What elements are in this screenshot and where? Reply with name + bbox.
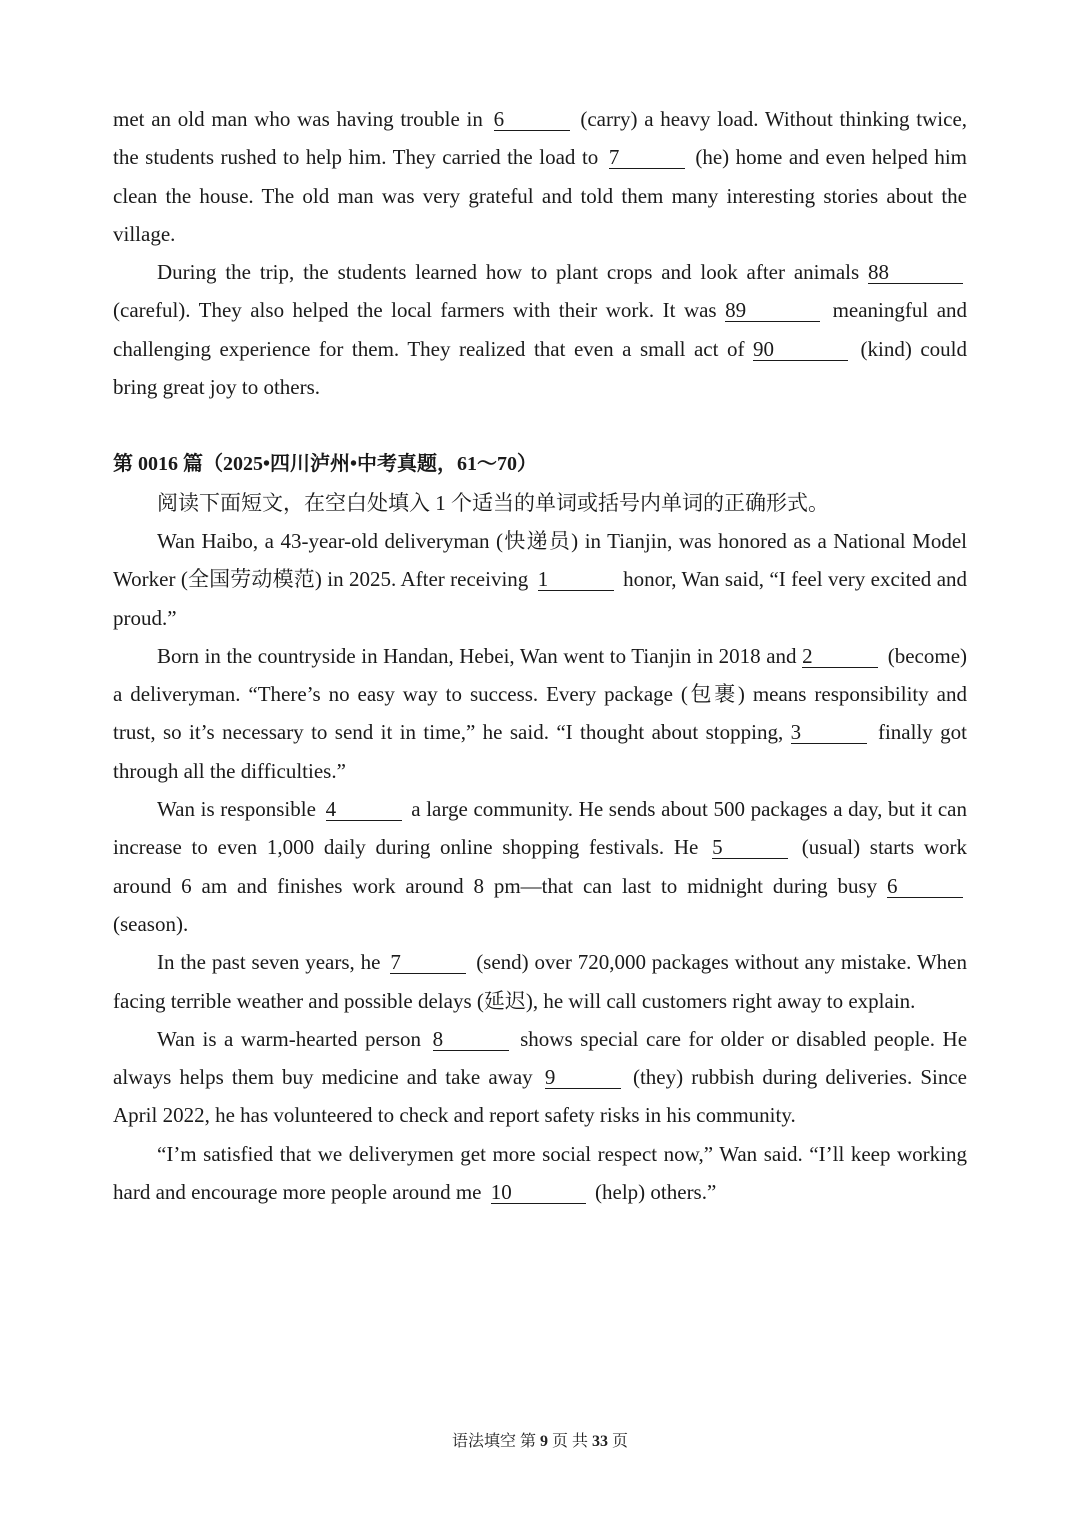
text: Wan is a warm-hearted person (157, 1026, 422, 1051)
text: Born in the countryside in Handan, Hebei, Wan went to Tianjin in 2018 and (157, 643, 797, 668)
footer-page-number: 9 (539, 1433, 548, 1450)
text: (they) rubbish during deliveries. Since April 2022, he has volunteered to check and report safety risks in his community. (113, 1065, 968, 1128)
blank-7: 7 (609, 146, 685, 169)
text: (send) over 720,000 packages without any mistake. When facing terrible weather and possible delays (延迟), he will call customers right away to explain. (113, 950, 968, 1013)
blank-1: 1 (538, 568, 614, 591)
blank-5: 5 (712, 836, 788, 859)
paragraph-2 (113, 637, 967, 790)
paragraph-3 (113, 790, 967, 943)
blank-2: 2 (802, 645, 878, 668)
footer-total-pages: 33 (592, 1433, 608, 1450)
blank-8: 8 (433, 1028, 509, 1051)
text: finally got through all the difficulties.” (113, 720, 968, 783)
instruction: 阅读下面短文，在空白处填入 1 个适当的单词或括号内单词的正确形式。 (157, 490, 829, 515)
paragraph-4 (113, 943, 967, 1020)
blank-7b: 7 (390, 951, 466, 974)
text: Wan is responsible (157, 797, 316, 822)
footer-label: 语法填空 第 (451, 1433, 536, 1450)
document-page (113, 100, 967, 1211)
blank-88: 88 (868, 261, 963, 284)
paragraph-prev-2 (113, 253, 967, 406)
blank-90: 90 (753, 338, 848, 361)
text: “I’m satisfied that we deliverymen get more social respect now,” Wan said. “I’ll keep working hard and encourage more people around me (113, 1141, 967, 1205)
blank-3: 3 (791, 721, 867, 744)
blank-6b: 6 (887, 875, 963, 898)
text: (season). (113, 911, 189, 936)
paragraph-5 (113, 1020, 967, 1135)
section-heading: 第 0016 篇（2025•四川泸州•中考真题，61～70） (113, 453, 538, 476)
text: In the past seven years, he (157, 950, 381, 975)
text: meaningful and challenging experience for them. They realized that even a small act of (113, 298, 968, 361)
text: (usual) starts work around 6 am and finishes work around 8 pm—that can last to midnight during busy (113, 835, 967, 898)
text: met an old man who was having trouble in (113, 107, 483, 131)
paragraph-prev-1 (113, 100, 967, 253)
paragraph-1 (113, 522, 967, 637)
text: honor, Wan said, “I feel very excited and proud.” (113, 567, 968, 630)
footer-label-mid: 页 共 (551, 1433, 588, 1450)
blank-9: 9 (545, 1066, 621, 1089)
text: (carry) a heavy load. Without thinking twice, the students rushed to help him. They carried the load to (113, 107, 968, 170)
blank-89: 89 (725, 299, 820, 322)
blank-4: 4 (326, 798, 402, 821)
page-footer (0, 1428, 1080, 1451)
text: (he) home and even helped him clean the house. The old man was very grateful and told them many interesting stories about the village. (113, 145, 968, 246)
blank-6: 6 (494, 108, 570, 131)
text: During the trip, the students learned how to plant crops and look after animals (157, 260, 860, 285)
text: shows special care for older or disabled people. He always helps them buy medicine and take away (113, 1026, 968, 1090)
paragraph-6 (113, 1135, 967, 1212)
text: (careful). They also helped the local farmers with their work. It was (113, 298, 717, 323)
footer-label-end: 页 (612, 1433, 629, 1450)
text: a large community. He sends about 500 packages a day, but it can increase to even 1,000 daily during online shopping festivals. He (113, 797, 967, 860)
text: (become) a deliveryman. “There’s no easy way to success. Every package (包裹) means responsibility and trust, so it’s necessary to send it in time,” he said. “I thought about stopping, (113, 643, 968, 745)
blank-10: 10 (491, 1181, 586, 1204)
text: (help) others.” (595, 1180, 717, 1205)
text: Wan Haibo, a 43-year-old deliveryman (快递员) in Tianjin, was honored as a National Model Worker (全国劳动模范) in 2025. After receiving (113, 528, 967, 592)
text: (kind) could bring great joy to others. (113, 336, 968, 400)
